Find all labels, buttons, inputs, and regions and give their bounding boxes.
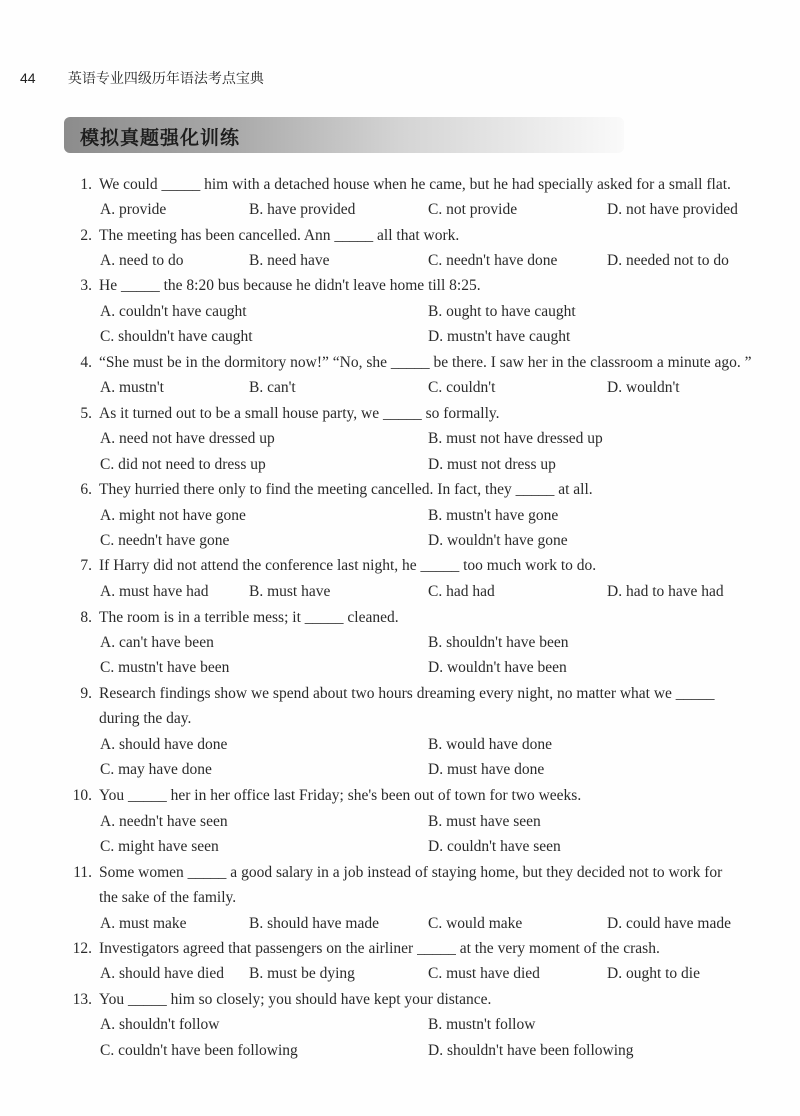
page-header (20, 68, 264, 88)
answer-option: A. must have had (100, 583, 209, 600)
answer-option: A. need not have dressed up (100, 430, 275, 447)
answer-option: C. shouldn't have caught (100, 328, 253, 345)
question-text: Investigators agreed that passengers on the airliner _____ at the very moment of the crash. (99, 940, 660, 957)
section-banner (64, 117, 624, 153)
answer-option: C. would make (428, 915, 523, 932)
answer-option: A. needn't have seen (100, 813, 228, 830)
page-number: 44 (20, 70, 36, 86)
answer-option: C. mustn't have been (100, 659, 230, 676)
answer-option: D. wouldn't have been (428, 659, 567, 676)
answer-option: C. needn't have done (428, 252, 558, 269)
question-number: 3. (80, 277, 92, 294)
answer-option: B. have provided (249, 201, 356, 218)
question-text: “She must be in the dormitory now!” “No, she _____ be there. I saw her in the classroom a minute ago. ” (99, 354, 752, 371)
question-number: 13. (72, 991, 92, 1008)
answer-option: A. couldn't have caught (100, 303, 247, 320)
answer-option: B. need have (249, 252, 330, 269)
section-title: 模拟真题强化训练 (80, 127, 241, 149)
answer-option: D. needed not to do (607, 252, 729, 269)
answer-option: B. must not have dressed up (428, 430, 603, 447)
question-text: The room is in a terrible mess; it _____ cleaned. (99, 609, 399, 626)
answer-option: A. must make (100, 915, 187, 932)
answer-option: B. mustn't have gone (428, 507, 559, 524)
question-text: during the day. (99, 710, 192, 727)
question-number: 6. (80, 481, 92, 498)
answer-option: B. shouldn't have been (428, 634, 569, 651)
answer-option: C. had had (428, 583, 495, 600)
answer-option: C. couldn't (428, 379, 496, 396)
answer-option: B. can't (249, 379, 296, 396)
answer-option: B. must be dying (249, 965, 355, 982)
answer-option: C. might have seen (100, 838, 219, 855)
answer-option: D. not have provided (607, 201, 738, 218)
answer-option: A. might not have gone (100, 507, 246, 524)
answer-option: C. did not need to dress up (100, 456, 266, 473)
answer-option: B. ought to have caught (428, 303, 576, 320)
answer-option: B. must have (249, 583, 331, 600)
book-title: 英语专业四级历年语法考点宝典 (67, 70, 264, 86)
answer-option: C. not provide (428, 201, 518, 218)
answer-option: B. would have done (428, 736, 552, 753)
question-text: You _____ her in her office last Friday; she's been out of town for two weeks. (99, 787, 582, 804)
answer-option: D. wouldn't have gone (428, 532, 568, 549)
question-number: 12. (72, 940, 92, 957)
answer-option: A. need to do (100, 252, 184, 269)
answer-option: D. could have made (607, 915, 731, 932)
question-text: We could _____ him with a detached house when he came, but he had specially asked for a small flat. (99, 176, 731, 193)
answer-option: A. shouldn't follow (100, 1016, 220, 1033)
answer-option: D. ought to die (607, 965, 700, 982)
question-number: 10. (72, 787, 92, 804)
question-text: You _____ him so closely; you should have kept your distance. (99, 991, 492, 1008)
question-text: They hurried there only to find the meeting cancelled. In fact, they _____ at all. (99, 481, 593, 498)
answer-option: C. couldn't have been following (100, 1042, 298, 1059)
question-number: 4. (80, 354, 92, 371)
question-text: Some women _____ a good salary in a job instead of staying home, but they decided not to work for (99, 864, 723, 881)
question-number: 1. (80, 176, 92, 193)
question-number: 7. (80, 557, 92, 574)
answer-option: A. provide (100, 201, 167, 218)
question-number: 2. (80, 227, 92, 244)
answer-option: A. can't have been (100, 634, 214, 651)
answer-option: C. may have done (100, 761, 212, 778)
answer-option: D. couldn't have seen (428, 838, 561, 855)
question-number: 11. (73, 864, 92, 881)
question-text: He _____ the 8:20 bus because he didn't leave home till 8:25. (99, 277, 481, 294)
answer-option: D. must have done (428, 761, 545, 778)
answer-option: B. must have seen (428, 813, 541, 830)
question-text: As it turned out to be a small house party, we _____ so formally. (99, 405, 500, 422)
answer-option: B. should have made (249, 915, 380, 932)
answer-option: D. mustn't have caught (428, 328, 571, 345)
question-text: If Harry did not attend the conference last night, he _____ too much work to do. (99, 557, 597, 574)
answer-option: A. should have done (100, 736, 228, 753)
question-text: Research findings show we spend about two hours dreaming every night, no matter what we _____ (99, 685, 715, 702)
answer-option: D. had to have had (607, 583, 724, 600)
question-text: the sake of the family. (99, 889, 237, 906)
answer-option: A. should have died (100, 965, 224, 982)
answer-option: B. mustn't follow (428, 1016, 536, 1033)
answer-option: C. must have died (428, 965, 540, 982)
answer-option: A. mustn't (100, 379, 164, 396)
question-number: 9. (80, 685, 92, 702)
answer-option: C. needn't have gone (100, 532, 230, 549)
answer-option: D. shouldn't have been following (428, 1042, 634, 1059)
question-number: 5. (80, 405, 92, 422)
answer-option: D. must not dress up (428, 456, 556, 473)
question-number: 8. (80, 609, 92, 626)
question-text: The meeting has been cancelled. Ann _____ all that work. (99, 227, 460, 244)
answer-option: D. wouldn't (607, 379, 680, 396)
